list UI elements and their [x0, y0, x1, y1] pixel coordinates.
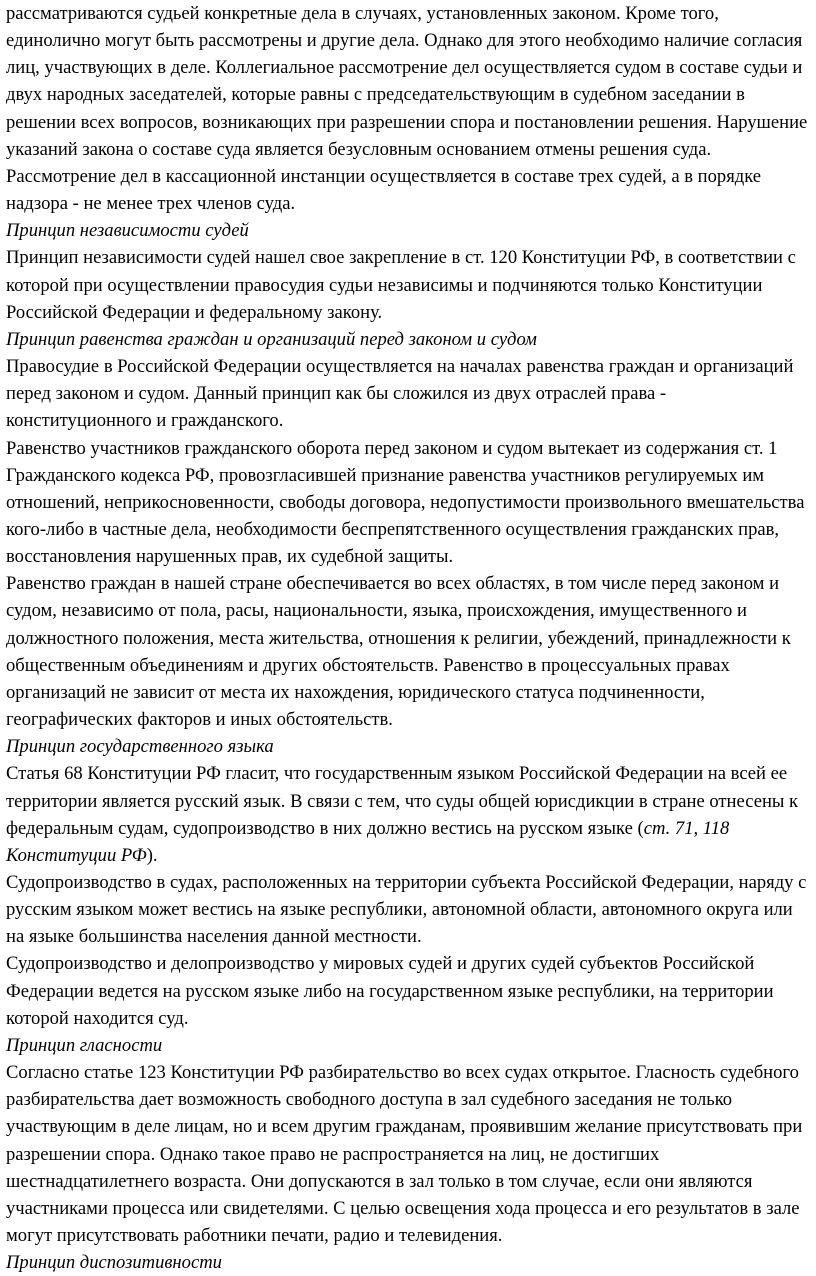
paragraph-equality-justice: Правосудие в Российской Федерации осуществляется на началах равенства граждан и организаций перед законом и судом. Данный принцип как бы сложился из двух отраслей права - конституционного и гражданского. [6, 356, 794, 432]
paragraph-regional-language: Судопроизводство в судах, расположенных на территории субъекта Российской Федерации, наряду с русским языком может вестись на языке республики, автономной области, автономного округа или на языке большинства населения данной местности. [6, 872, 807, 948]
paragraph-magistrate-language: Судопроизводство и делопроизводство у мировых судей и других судей субъектов Российской Федерации ведется на русском языке либо на государственном языке республики, на территории которой находится суд. [6, 953, 774, 1029]
document-page [6, 0, 812, 1276]
paragraph-state-language-article [6, 760, 812, 869]
paragraph-equality-citizens: Равенство граждан в нашей стране обеспечивается во всех областях, в том числе перед законом и судом, независимо от пола, расы, национальности, языка, происхождения, имущественного и должностного положения, места жительства, отношения к религии, убеждений, принадлежности к общественным объединениям и других обстоятельств. Равенство в процессуальных правах организаций не зависит от места их нахождения, юридического статуса подчиненности, географических факторов и иных обстоятельств. [6, 573, 791, 731]
heading-state-language: Принцип государственного языка [6, 736, 274, 758]
heading-publicity: Принцип гласности [6, 1034, 163, 1056]
heading-judges-independence: Принцип независимости судей [6, 220, 249, 242]
paragraph-equality-civil-code: Равенство участников гражданского оборота перед законом и судом вытекает из содержания ст. 1 Гражданского кодекса РФ, провозгласившей признание равенства участников регулируемых им отношений, неприкосновенности, свободы договора, недопустимости произвольного вмешательства кого-либо в частные дела, необходимости беспрепятственного осуществления гражданских прав, восстановления нарушенных прав, их судебной защиты. [6, 437, 805, 568]
paragraph-publicity: Согласно статье 123 Конституции РФ разбирательство во всех судах открытое. Гласность судебного разбирательства дает возможность свободного доступа в зал судебного заседания не только участвующим в деле лицам, но и всем другим гражданам, проявившим желание присутствовать при разрешении спора. Однако такое право не распространяется на лиц, не достигших шестнадцатилетнего возраста. Они допускаются в зал только в том случае, если они являются участниками процесса или свидетелями. С целью освещения хода процесса и его результатов в зале могут присутствовать работники печати, радио и телевидения. [6, 1062, 803, 1247]
state-language-text-end: ). [146, 844, 158, 866]
heading-dispositivity: Принцип диспозитивности [6, 1252, 222, 1274]
heading-equality: Принцип равенства граждан и организаций перед законом и судом [6, 328, 537, 350]
constitution-reference: ст. 71, 118 Конституции РФ [6, 817, 730, 866]
state-language-text: Статья 68 Конституции РФ гласит, что государственным языком Российской Федерации на всей ее территории является русский язык. В связи с тем, что суды общей юрисдикции в стране отнесены к федеральным судам, судопроизводство в них должно вестись на русском языке ( [6, 763, 799, 839]
paragraph-cassation: Рассмотрение дел в кассационной инстанции осуществляется в составе трех судей, а в порядке надзора - не менее трех членов суда. [6, 165, 762, 215]
paragraph-court-composition: рассматриваются судьей конкретные дела в случаях, установленных законом. Кроме того, единолично могут быть рассмотрены и другие дела. Однако для этого необходимо наличие согласия лиц, участвующих в деле. Коллегиальное рассмотрение дел осуществляется судом в составе судьи и двух народных заседателей, которые равны с председательствующим в судебном заседании в решении всех вопросов, возникающих при разрешении спора и постановлении решения. Нарушение указаний закона о составе суда является безусловным основанием отмены решения суда. [6, 3, 808, 160]
paragraph-judges-independence: Принцип независимости судей нашел свое закрепление в ст. 120 Конституции РФ, в соответствии с которой при осуществлении правосудия судьи независимы и подчиняются только Конституции Российской Федерации и федеральному закону. [6, 247, 796, 323]
